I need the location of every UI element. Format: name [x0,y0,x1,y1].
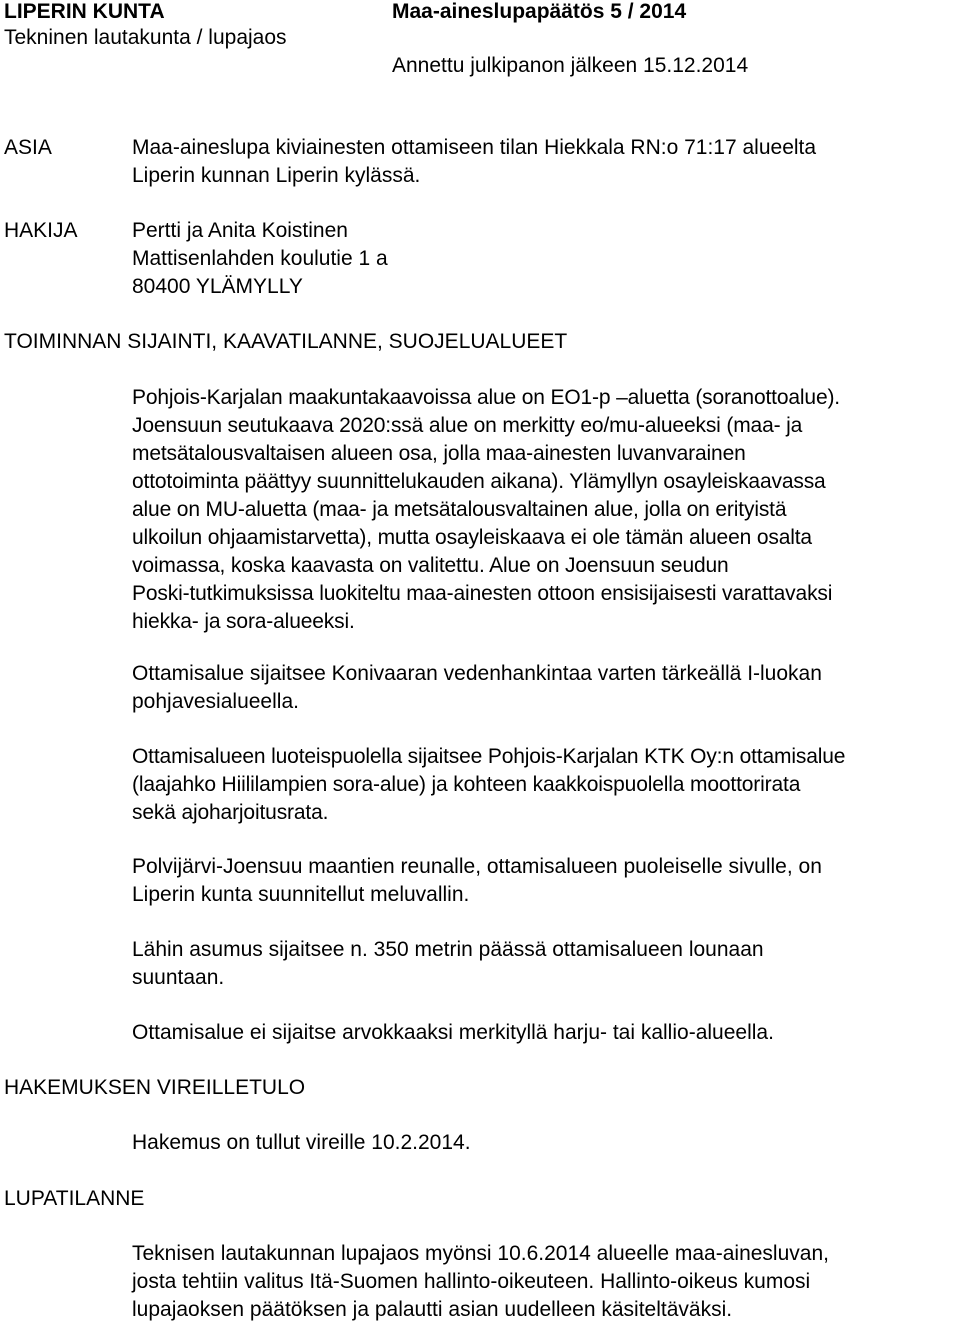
asia-label: ASIA [4,136,52,159]
section-heading-permit-status: LUPATILANNE [4,1187,145,1210]
hakija-address: Pertti ja Anita Koistinen Mattisenlahden koulutie 1 a 80400 YLÄMYLLY [132,219,388,298]
location-paragraph-2: Ottamisalue sijaitsee Konivaaran vedenhankintaa varten tärkeällä I-luokan pohjavesialueella. [132,662,822,713]
location-paragraph-5: Lähin asumus sijaitsee n. 350 metrin päässä ottamisalueen lounaan suuntaan. [132,938,764,989]
municipality-name: LIPERIN KUNTA [4,0,165,23]
filing-text: Hakemus on tullut vireille 10.2.2014. [132,1131,471,1154]
publication-note: Annettu julkipanon jälkeen 15.12.2014 [392,54,749,77]
hakija-label: HAKIJA [4,219,78,242]
section-heading-location: TOIMINNAN SIJAINTI, KAAVATILANNE, SUOJELUALUEET [4,330,568,353]
location-paragraph-4: Polvijärvi-Joensuu maantien reunalle, ottamisalueen puoleiselle sivulle, on Liperin kunta suunnitellut meluvallin. [132,855,822,906]
location-paragraph-6: Ottamisalue ei sijaitse arvokkaaksi merkityllä harju- tai kallio-alueella. [132,1021,774,1044]
location-paragraph-3: Ottamisalueen luoteispuolella sijaitsee Pohjois-Karjalan KTK Oy:n ottamisalue (laajahko Hiililampien sora-alue) ja kohteen kaakkoispuolella moottorirata sekä ajoharjoitusrata. [132,745,846,824]
section-heading-filing: HAKEMUKSEN VIREILLETULO [4,1076,306,1099]
board-name: Tekninen lautakunta / lupajaos [4,26,287,49]
permit-status-text: Teknisen lautakunnan lupajaos myönsi 10.6.2014 alueelle maa-ainesluvan, josta tehtiin valitus Itä-Suomen hallinto-oikeuteen. Hallinto-oikeus kumosi lupajaoksen päätöksen ja palautti asian uudelleen käsiteltäväksi. [132,1242,829,1321]
decision-title: Maa-aineslupapäätös 5 / 2014 [392,0,687,23]
asia-text: Maa-aineslupa kiviainesten ottamiseen tilan Hiekkala RN:o 71:17 alueelta Liperin kunnan Liperin kylässä. [132,136,817,187]
location-paragraph-1: Pohjois-Karjalan maakuntakaavoissa alue on EO1-p –aluetta (soranottoalue). Joensuun seutukaava 2020:ssä alue on merkitty eo/mu-alueeksi (maa- ja metsätalousvaltaisen alueen osa, jolla maa-ainesten luvanvarainen ottotoiminta päättyy suunnittelukauden aikana). Ylämyllyn osayleiskaavassa alue on MU-aluetta (maa- ja metsätalousvaltainen alue, jolla on erityistä ulkoilun ohjaamistarvetta), mutta osayleiskaava ei ole tämän alueen osalta voimassa, koska kaavasta on valitettu. Alue on Joensuun seudun Poski-tutkimuksissa luokiteltu maa-ainesten ottoon ensisijaisesti varattavaksi hiekka- ja sora-alueeksi. [132,386,840,633]
